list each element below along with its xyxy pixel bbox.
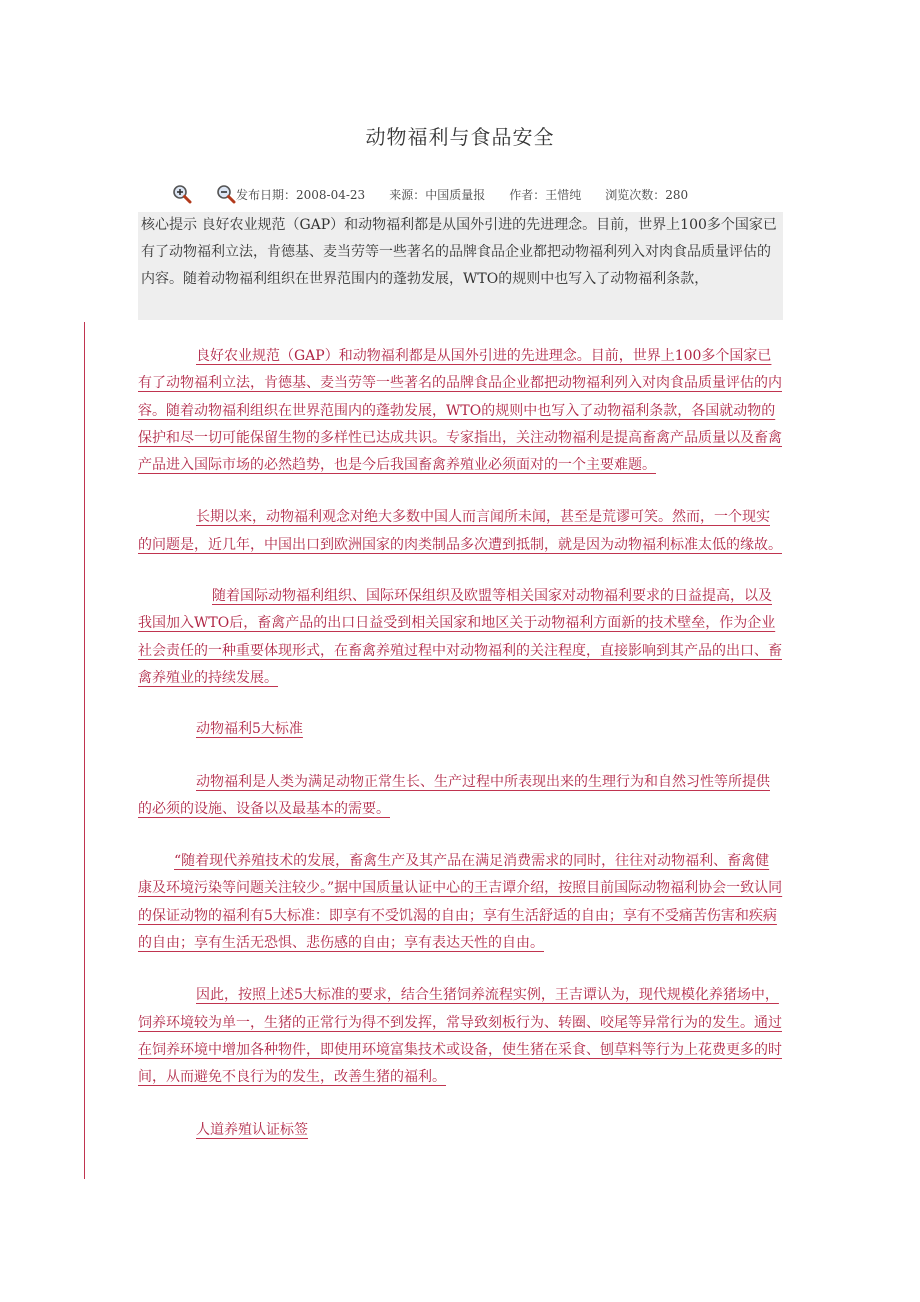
revision-bar [84, 322, 85, 1179]
section-heading: 动物福利5大标准 [196, 721, 303, 738]
paragraph: 随着国际动物福利组织、国际环保组织及欧盟等相关国家对动物福利要求的日益提高，以及我国加入WTO后，畜禽产品的出口日益受到相关国家和地区关于动物福利方面新的技术壁垒，作为企业社会责任的一种重要体现形式，在畜禽养殖过程中对动物福利的关注程度，直接影响到其产品的出口、畜禽养殖业的持续发展。 [138, 588, 782, 686]
page-title: 动物福利与食品安全 [365, 125, 555, 149]
article-meta [172, 183, 688, 205]
section-heading: 人道养殖认证标签 [196, 1121, 308, 1138]
paragraph: 动物福利是人类为满足动物正常生长、生产过程中所表现出来的生理行为和自然习性等所提供的必须的设施、设备以及最基本的需要。 [138, 773, 770, 817]
source: 来源：中国质量报 [389, 187, 486, 202]
summary-box: 核心提示 良好农业规范（GAP）和动物福利都是从国外引进的先进理念。目前，世界上100多个国家已有了动物福利立法，肯德基、麦当劳等一些著名的品牌食品企业都把动物福利列入对肉食品质量评估的内容。随着动物福利组织在世界范围内的蓬勃发展，WTO的规则中也写入了动物福利条款， [138, 212, 783, 320]
zoom-out-icon[interactable] [216, 184, 236, 204]
view-count: 浏览次数：280 [605, 187, 689, 202]
author: 作者：王惜纯 [509, 187, 582, 202]
article-body [138, 343, 783, 1144]
publish-date: 发布日期：2008-04-23 [236, 187, 366, 202]
paragraph: 良好农业规范（GAP）和动物福利都是从国外引进的先进理念。目前，世界上100多个国家已有了动物福利立法，肯德基、麦当劳等一些著名的品牌食品企业都把动物福利列入对肉食品质量评估的内容。随着动物福利组织在世界范围内的蓬勃发展，WTO的规则中也写入了动物福利条款，各国就动物的保护和尽一切可能保留生物的多样性已达成共识。专家指出，关注动物福利是提高畜禽产品质量以及畜禽产品进入国际市场的必然趋势，也是今后我国畜禽养殖业必须面对的一个主要难题。 [138, 348, 782, 474]
paragraph: 长期以来，动物福利观念对绝大多数中国人而言闻所未闻，甚至是荒谬可笑。然而，一个现实的问题是，近几年，中国出口到欧洲国家的肉类制品多次遭到抵制，就是因为动物福利标准太低的缘故。 [138, 509, 782, 553]
paragraph: 因此，按照上述5大标准的要求，结合生猪饲养流程实例，王吉谭认为，现代规模化养猪场中，饲养环境较为单一，生猪的正常行为得不到发挥，常导致刻板行为、转圈、咬尾等异常行为的发生。通过在饲养环境中增加各种物件，即使用环境富集技术或设备，使生猪在采食、刨草料等行为上花费更多的时间，从而避免不良行为的发生，改善生猪的福利。 [138, 987, 782, 1086]
paragraph: “随着现代养殖技术的发展，畜禽生产及其产品在满足消费需求的同时，往往对动物福利、畜禽健康及环境污染等问题关注较少。”据中国质量认证中心的王吉谭介绍，按照目前国际动物福利协会一致认同的保证动物的福利有5大标准：即享有不受饥渴的自由；享有生活舒适的自由；享有不受痛苦伤害和疾病的自由；享有生活无恐惧、悲伤感的自由；享有表达天性的自由。 [138, 853, 783, 952]
zoom-in-icon[interactable] [172, 184, 192, 204]
